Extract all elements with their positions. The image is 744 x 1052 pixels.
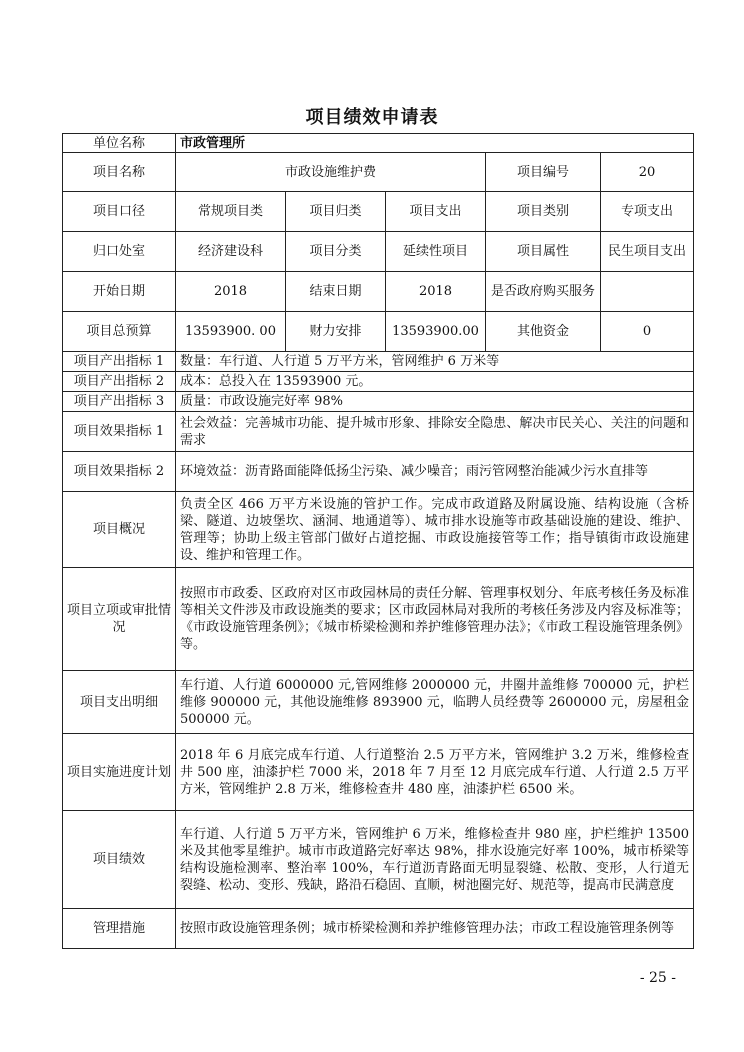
purchase-value <box>601 272 694 312</box>
row-text: 环境效益：沥青路面能降低扬尘污染、减少噪音；雨污管网整治能减少污水直排等 <box>176 452 694 492</box>
budget-label: 项目总预算 <box>63 312 176 352</box>
row-management <box>63 909 694 949</box>
row-label: 项目概况 <box>63 492 176 568</box>
row-approval <box>63 568 694 671</box>
row-text: 社会效益：完善城市功能、提升城市形象、排除安全隐患、解决市民关心、关注的问题和需求 <box>176 412 694 452</box>
unit-label: 单位名称 <box>63 134 176 153</box>
class-value: 延续性项目 <box>386 232 486 272</box>
row-label: 项目产出指标 1 <box>63 352 176 372</box>
row-label: 项目效果指标 2 <box>63 452 176 492</box>
project-name-value: 市政设施维护费 <box>176 153 486 192</box>
row-output-3 <box>63 392 694 412</box>
dept-value: 经济建设科 <box>176 232 286 272</box>
row-schedule <box>63 734 694 811</box>
row-budget <box>63 312 694 352</box>
caliber-label: 项目口径 <box>63 192 176 232</box>
row-overview <box>63 492 694 568</box>
caliber-value: 常规项目类 <box>176 192 286 232</box>
row-text: 数量：车行道、人行道 5 万平方米，管网维护 6 万米等 <box>176 352 694 372</box>
row-text: 车行道、人行道 6000000 元,管网维修 2000000 元，井圈井盖维修 700000 元，护栏维修 900000 元，其他设施维修 893900 元，临聘人员经费等 2600000 元，房屋租金 500000 元。 <box>176 671 694 734</box>
start-label: 开始日期 <box>63 272 176 312</box>
row-label: 项目产出指标 2 <box>63 372 176 392</box>
category-label: 项目类别 <box>486 192 601 232</box>
end-value: 2018 <box>386 272 486 312</box>
attr-value: 民生项目支出 <box>601 232 694 272</box>
row-output-1 <box>63 352 694 372</box>
row-text: 质量：市政设施完好率 98% <box>176 392 694 412</box>
row-text: 按照市政设施管理条例；城市桥梁检测和养护维修管理办法；市政工程设施管理条例等 <box>176 909 694 949</box>
row-dates <box>63 272 694 312</box>
category-value: 专项支出 <box>601 192 694 232</box>
row-label: 项目支出明细 <box>63 671 176 734</box>
row-label: 项目效果指标 1 <box>63 412 176 452</box>
belong-label: 项目归类 <box>286 192 386 232</box>
project-name-label: 项目名称 <box>63 153 176 192</box>
other-funds-value: 0 <box>601 312 694 352</box>
purchase-label: 是否政府购买服务 <box>486 272 601 312</box>
attr-label: 项目属性 <box>486 232 601 272</box>
end-label: 结束日期 <box>286 272 386 312</box>
row-caliber <box>63 192 694 232</box>
row-performance <box>63 811 694 909</box>
row-expense-detail <box>63 671 694 734</box>
finance-value: 13593900.00 <box>386 312 486 352</box>
row-effect-1 <box>63 412 694 452</box>
dept-label: 归口处室 <box>63 232 176 272</box>
row-text: 负责全区 466 万平方米设施的管护工作。完成市政道路及附属设施、结构设施（含桥梁、隧道、边坡堡坎、涵洞、地通道等）、城市排水设施等市政基础设施的建设、维护、管理等；协助上级主管部门做好占道挖掘、市政设施接管等工作；指导镇街市政设施建设、维护和管理工作。 <box>176 492 694 568</box>
row-label: 管理措施 <box>63 909 176 949</box>
class-label: 项目分类 <box>286 232 386 272</box>
performance-application-form <box>62 133 694 949</box>
page-number: - 25 - <box>639 970 676 986</box>
project-no-label: 项目编号 <box>486 153 601 192</box>
row-effect-2 <box>63 452 694 492</box>
row-unit <box>63 134 694 153</box>
row-output-2 <box>63 372 694 392</box>
row-text: 按照市市政委、区政府对区市政园林局的责任分解、管理事权划分、年底考核任务及标准等相关文件涉及市政设施类的要求；区市政园林局对我所的考核任务涉及内容及标准等；《市政设施管理条例》；《城市桥梁检测和养护维修管理办法》；《市政工程设施管理条例》等。 <box>176 568 694 671</box>
row-text: 车行道、人行道 5 万平方米，管网维护 6 万米，维修检查井 980 座，护栏维护 13500 米及其他零星维护。城市市政道路完好率达 98%，排水设施完好率 100%，城市桥梁等结构设施检测率、整治率 100%，车行道沥青路面无明显裂缝、松散、变形，人行道无裂缝、松动、变形、残缺，路沿石稳固、直顺，树池圈完好、规范等，提高市民满意度 <box>176 811 694 909</box>
row-text: 2018 年 6 月底完成车行道、人行道整治 2.5 万平方米，管网维护 3.2 万米，维修检查井 500 座，油漆护栏 7000 米，2018 年 7 月至 12 月底完成车行道、人行道 2.5 万平方米，管网维护 2.8 万米，维修检查井 480 座，油漆护栏 6500 米。 <box>176 734 694 811</box>
row-label: 项目产出指标 3 <box>63 392 176 412</box>
row-project-name <box>63 153 694 192</box>
row-label: 项目绩效 <box>63 811 176 909</box>
page-title: 项目绩效申请表 <box>305 107 439 128</box>
belong-value: 项目支出 <box>386 192 486 232</box>
project-no-value: 20 <box>601 153 694 192</box>
other-funds-label: 其他资金 <box>486 312 601 352</box>
row-label: 项目立项或审批情况 <box>63 568 176 671</box>
row-dept <box>63 232 694 272</box>
row-text: 成本：总投入在 13593900 元。 <box>176 372 694 392</box>
unit-value: 市政管理所 <box>176 134 694 153</box>
finance-label: 财力安排 <box>286 312 386 352</box>
budget-value: 13593900. 00 <box>176 312 286 352</box>
start-value: 2018 <box>176 272 286 312</box>
row-label: 项目实施进度计划 <box>63 734 176 811</box>
